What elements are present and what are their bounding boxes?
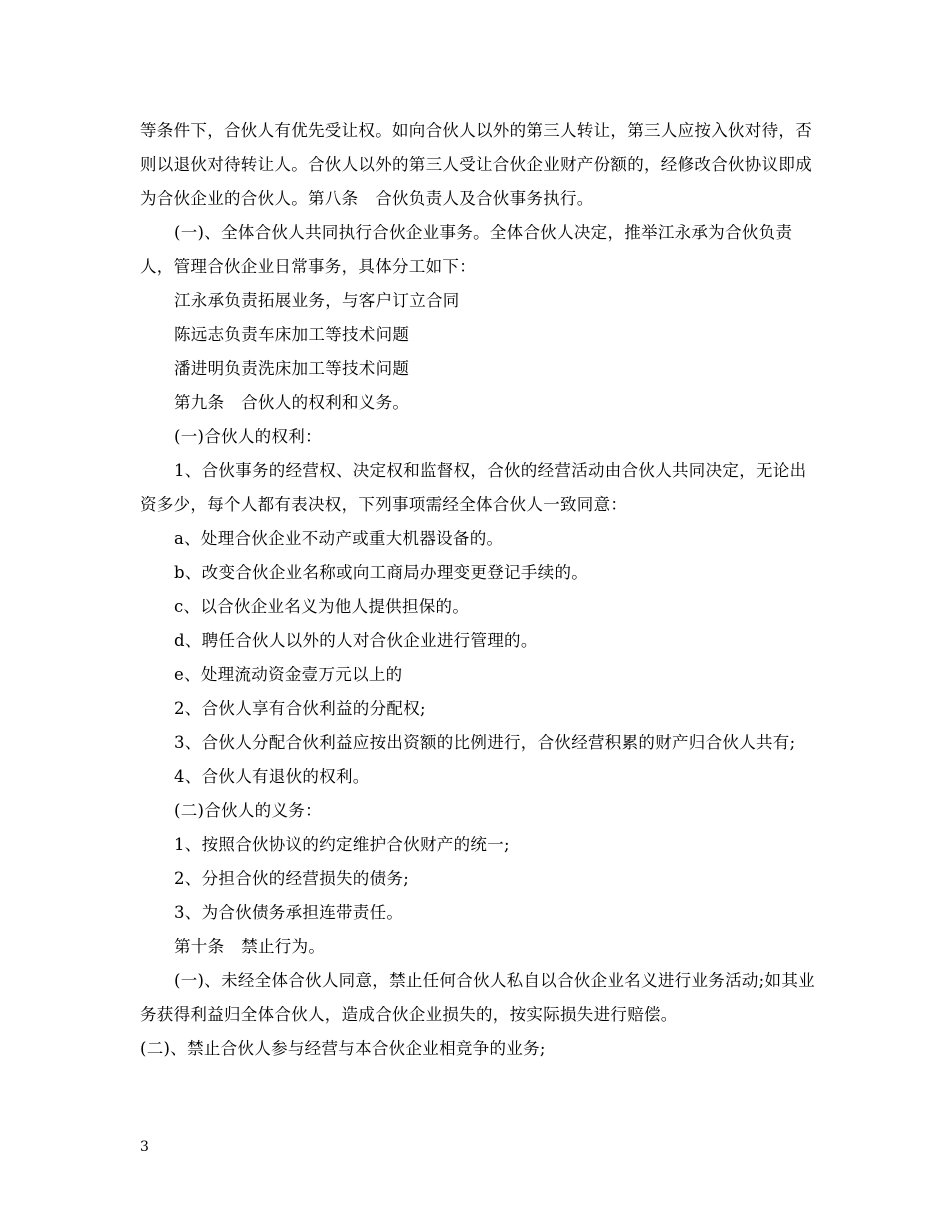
paragraph-22: (一)、未经全体合伙人同意，禁止任何合伙人私自以合伙企业名义进行业务活动;如其业务获得利益归全体合伙人，造成合伙企业损失的，按实际损失进行赔偿。 [140,971,815,1024]
paragraph-8: 1、合伙事务的经营权、决定权和监督权，合伙的经营活动由合伙人共同决定，无论出资多少，每个人都有表决权，下列事项需经全体合伙人一致同意： [140,461,807,514]
paragraph-4: 陈远志负责车床加工等技术问题 [174,325,410,344]
subheading-rights: (一)合伙人的权利： [174,427,322,446]
document-body [140,114,822,1066]
paragraph-23: (二)、禁止合伙人参与经营与本合伙企业相竞争的业务; [140,1039,546,1058]
paragraph-19: 2、分担合伙的经营损失的债务; [174,869,410,888]
paragraph-15: 3、合伙人分配合伙利益应按出资额的比例进行，合伙经营积累的财产归合伙人共有; [174,733,796,752]
subheading-obligations: (二)合伙人的义务： [174,801,322,820]
section-heading-article-9: 第九条 合伙人的权利和义务。 [174,393,410,412]
list-item-b: b、改变合伙企业名称或向工商局办理变更登记手续的。 [174,563,589,582]
paragraph-5: 潘进明负责洗床加工等技术问题 [174,359,410,378]
paragraph-14: 2、合伙人享有合伙利益的分配权; [174,699,426,718]
list-item-a: a、处理合伙企业不动产或重大机器设备的。 [174,529,504,548]
page-number: 3 [140,1139,149,1155]
list-item-e: e、处理流动资金壹万元以上的 [174,665,403,684]
paragraph-16: 4、合伙人有退伙的权利。 [174,767,370,786]
paragraph-2: (一)、全体合伙人共同执行合伙企业事务。全体合伙人决定，推举江永承为合伙负责人，管理合伙企业日常事务，具体分工如下： [140,223,793,276]
section-heading-article-10: 第十条 禁止行为。 [174,937,326,956]
paragraph-18: 1、按照合伙协议的约定维护合伙财产的统一; [174,835,510,854]
list-item-d: d、聘任合伙人以外的人对合伙企业进行管理的。 [174,631,538,650]
paragraph-3: 江永承负责拓展业务，与客户订立合同 [174,291,460,310]
paragraph-20: 3、为合伙债务承担连带责任。 [174,903,404,922]
paragraph-1: 等条件下，合伙人有优先受让权。如向合伙人以外的第三人转让，第三人应按入伙对待，否则以退伙对待转让人。合伙人以外的第三人受让合伙企业财产份额的，经修改合伙协议即成为合伙企业的合伙人。第八条 合伙负责人及合伙事务执行。 [140,121,812,208]
list-item-c: c、以合伙企业名义为他人提供担保的。 [174,597,470,616]
